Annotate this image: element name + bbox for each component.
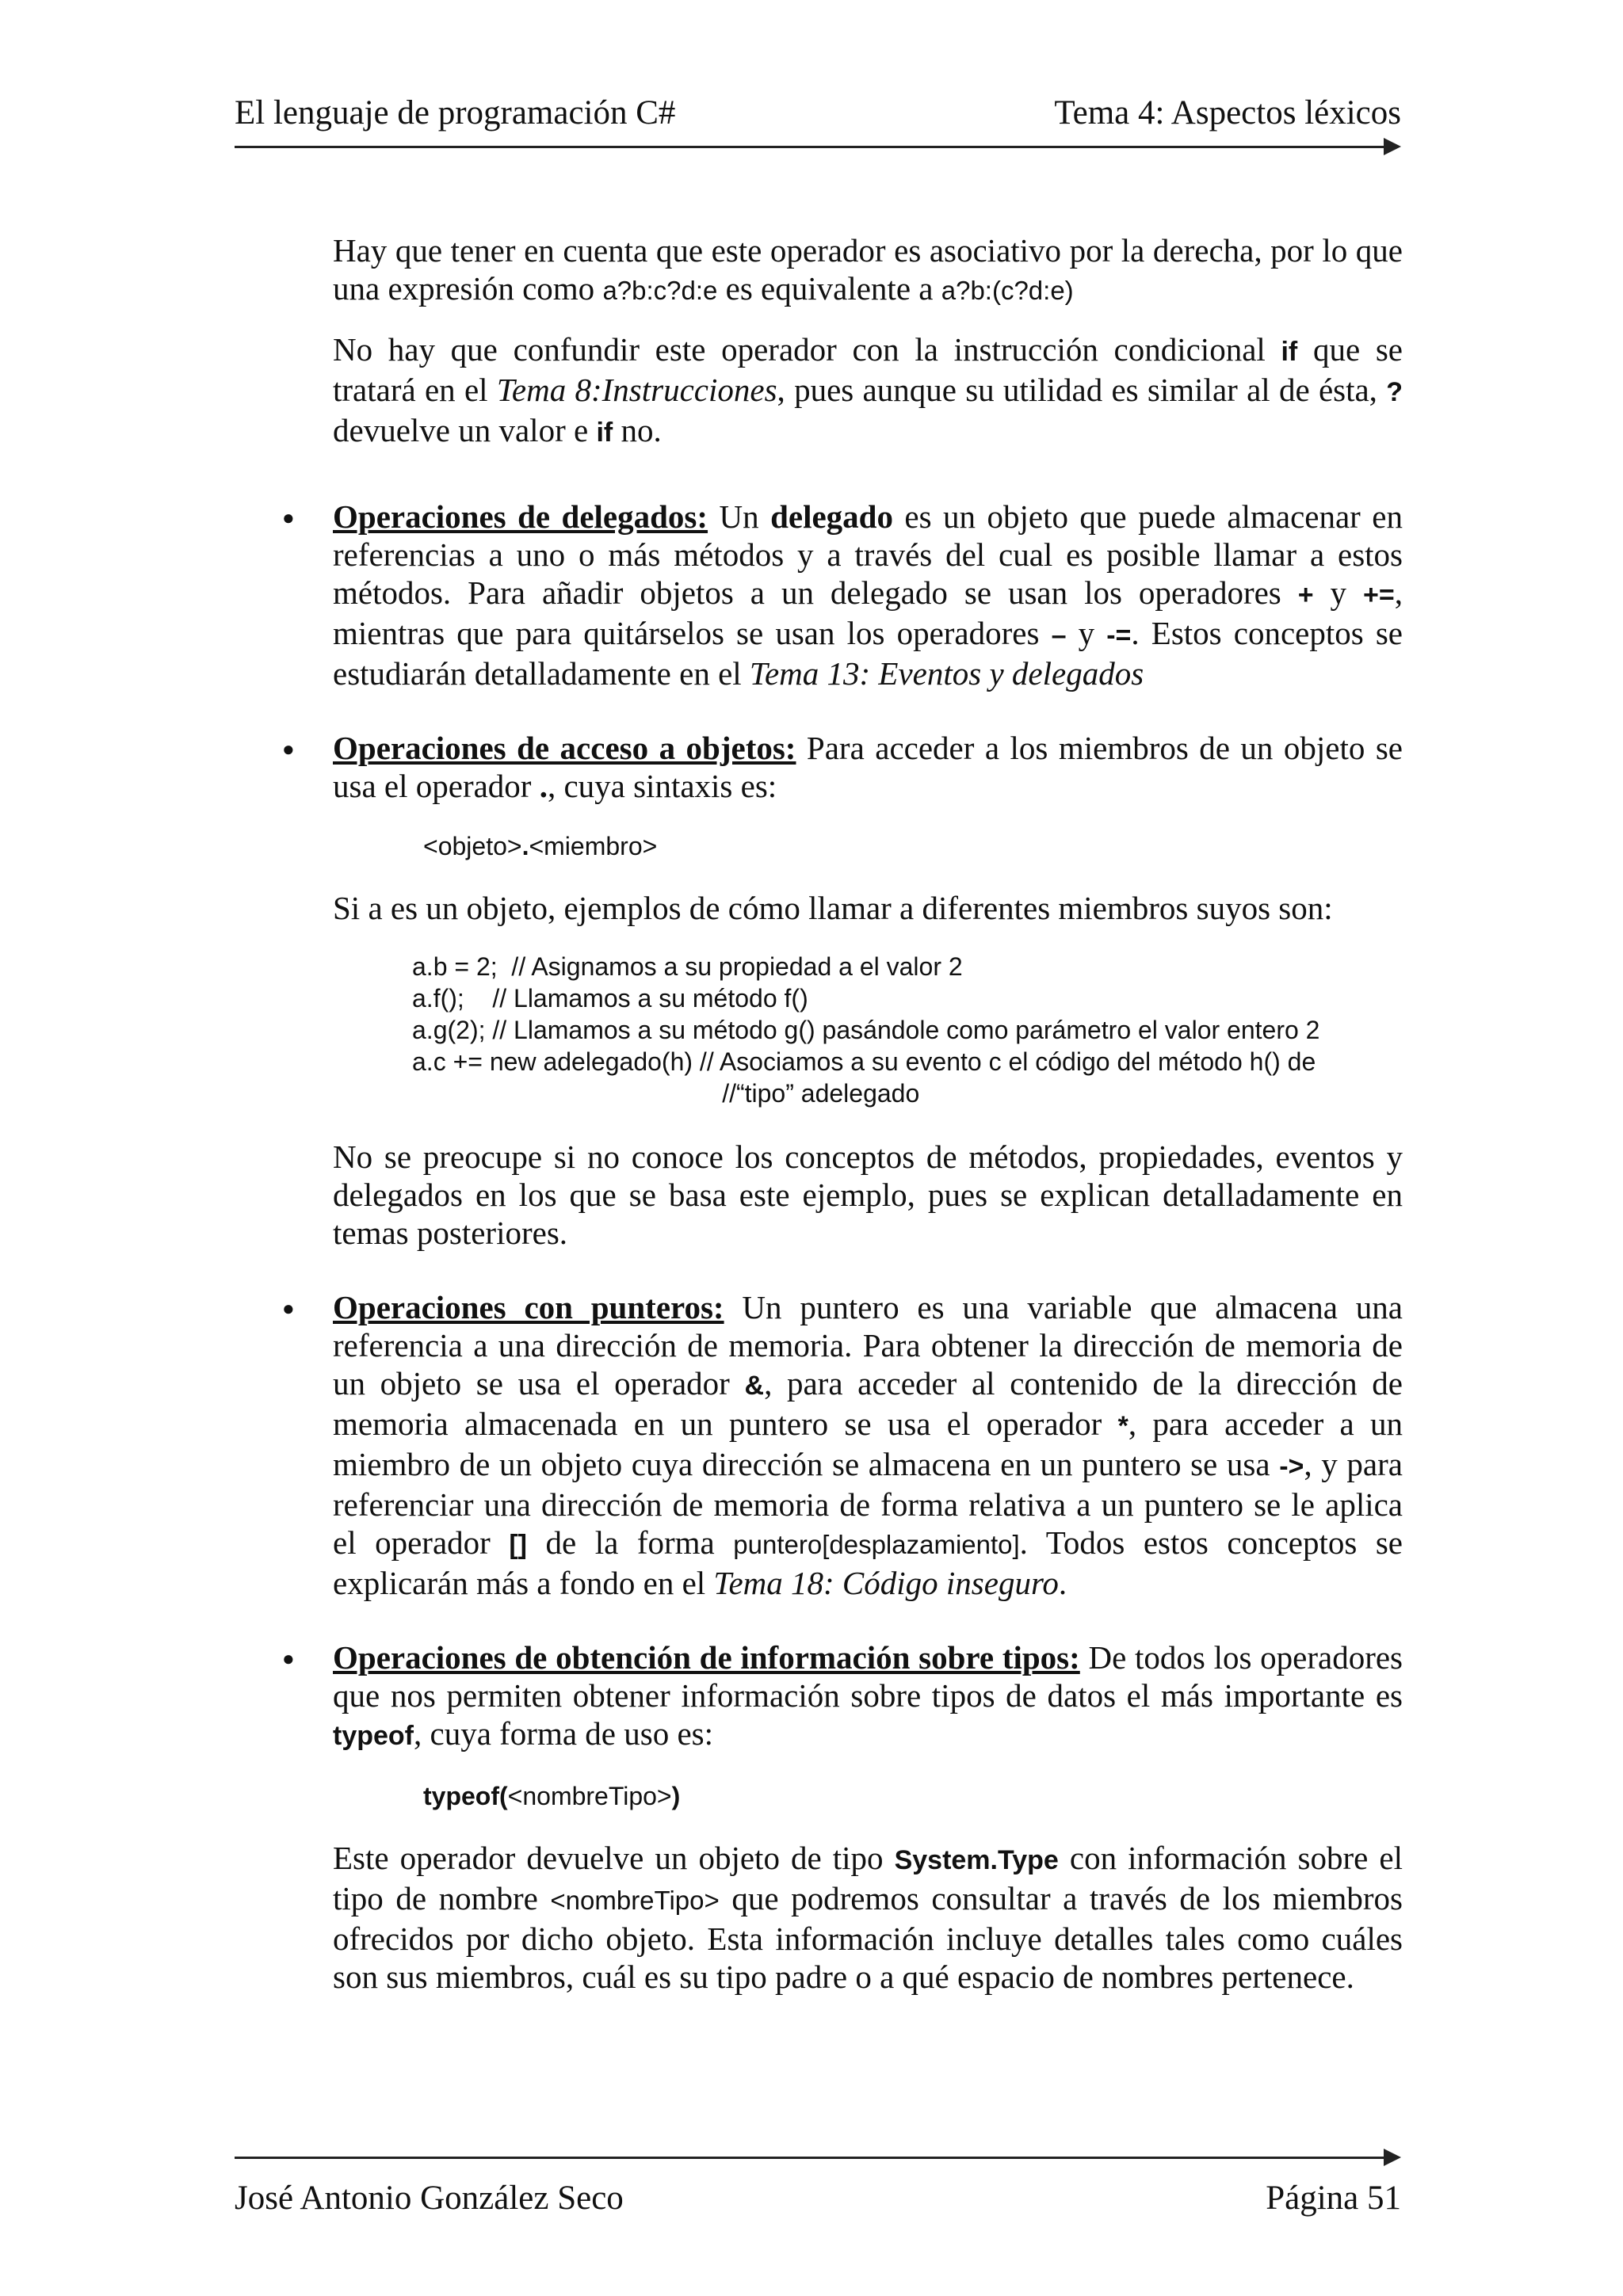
chapter-reference: Tema 18: Código inseguro (713, 1565, 1059, 1601)
paragraph-typeof-description: Este operador devuelve un objeto de tipo System.Type con información sobre el tipo de nombre <nombreTipo> que podremos consultar a través de los miembros ofrecidos por dicho objeto. Esta información incluye detalles tales como cuáles son sus miembros, cuál es su tipo padre o a qué espacio de nombres pertenece. (333, 1840, 1403, 1995)
section-title-punteros: Operaciones con punteros: (333, 1289, 724, 1325)
footer-rule-arrow (235, 2157, 1385, 2159)
paragraph-associativity: Hay que tener en cuenta que este operador es asociativo por la derecha, por lo que una expresión como a?b:c?d:e es equivalente a a?b:(c?d:e) (333, 232, 1403, 307)
operator-question: ? (1386, 377, 1403, 407)
paragraph-if-note: No hay que confundir este operador con la instrucción condicional if que se tratará en el Tema 8:Instrucciones, pues aunque su utilidad es similar al de ésta, ? devuelve un valor e if no. (333, 331, 1403, 448)
footer-author: José Antonio González Seco (235, 2180, 624, 2217)
page-body (333, 231, 1403, 2032)
section-title-delegados: Operaciones de delegados: (333, 498, 708, 535)
syntax-typeof: typeof(<nombreTipo>) (423, 1782, 681, 1810)
header-chapter-title: Tema 4: Aspectos léxicos (1054, 94, 1401, 132)
page-header (235, 93, 1401, 141)
footer-page-number: Página 51 (1266, 2180, 1401, 2217)
type-system-type: System.Type (894, 1845, 1059, 1875)
code-line: a.b = 2; // Asignamos a su propiedad a el valor 2 (412, 952, 963, 981)
code-line: a.c += new adelegado(h) // Asociamos a su evento c el código del método h() de (412, 1047, 1316, 1076)
keyword-if-2: if (596, 418, 613, 448)
syntax-member-access: <objeto>.<miembro> (423, 832, 658, 860)
code-line: a.f(); // Llamamos a su método f() (412, 984, 808, 1013)
paragraph-concepts-note: No se preocupe si no conoce los conceptos de métodos, propiedades, eventos y delegados en los que se basa este ejemplo, pues se explican detalladamente en temas posteriores. (333, 1138, 1403, 1251)
operator-dot: . (539, 768, 548, 804)
page-footer (235, 2179, 1401, 2218)
code-examples (412, 951, 1403, 1109)
code-pointer-form: puntero[desplazamiento] (733, 1530, 1020, 1559)
header-book-title: El lenguaje de programación C# (235, 94, 676, 132)
section-title-acceso: Operaciones de acceso a objetos: (333, 730, 796, 766)
list-item-tipos: ● Operaciones de obtención de información sobre tipos: De todos los operadores que nos permiten obtener información sobre tipos de datos el más importante es typeof, cuya forma de uso es: typeof(<nombreTipo>) Este operador devuelve un objeto de tipo System.Type con información sobre el tipo de nombre <nombreTipo> que podremos consultar a través de los miembros ofrecidos por dicho objeto. Esta información incluye detalles tales como cuáles son sus miembros, cuál es su tipo padre o a qué espacio de nombres pertenece. (333, 1638, 1403, 1996)
chapter-reference: Tema 8:Instrucciones (496, 372, 777, 408)
chapter-reference: Tema 13: Eventos y delegados (749, 655, 1144, 692)
list-item-acceso: ● Operaciones de acceso a objetos: Para acceder a los miembros de un objeto se usa el operador ., cuya sintaxis es: <objeto>.<miembro> Si a es un objeto, ejemplos de cómo llamar a diferentes miembros suyos son: a.b = 2; // Asignamos a su propiedad a el valor 2 a.f(); // Llamamos a su método f() a.g(2); // Llamamos a su método g() pasándole como parámetro el valor entero 2 a.c += new adelegado(h) // Asociamos a su evento c el código del método h() de //“tipo” adelegado No se preocupe si no conoce los conceptos de métodos, propiedades, eventos y delegados en los que se basa este ejemplo, pues se explican detalladamente en temas posteriores. (333, 729, 1403, 1252)
header-rule-arrow (235, 146, 1385, 148)
keyword-if: if (1281, 337, 1298, 367)
list-item-punteros: ● Operaciones con punteros: Un puntero es una variable que almacena una referencia a una dirección de memoria. Para obtener la dirección de memoria de un objeto se usa el operador &, para acceder al contenido de la dirección de memoria almacenada en un puntero se usa el operador *, para acceder a un miembro de un objeto cuya dirección se almacena en un puntero se usa ->, y para referenciar una dirección de memoria de forma relativa a un puntero se le aplica el operador [] de la forma puntero[desplazamiento]. Todos estos conceptos se explicarán más a fondo en el Tema 18: Código inseguro. (333, 1288, 1403, 1602)
code-line: a.g(2); // Llamamos a su método g() pasándole como parámetro el valor entero 2 (412, 1016, 1320, 1044)
code-expression-equivalent: a?b:(c?d:e) (941, 276, 1074, 305)
keyword-typeof: typeof (333, 1721, 414, 1751)
code-expression: a?b:c?d:e (602, 276, 718, 305)
code-line: //“tipo” adelegado (412, 1079, 920, 1108)
list-item-delegados: ● Operaciones de delegados: Un delegado es un objeto que puede almacenar en referencias a uno o más métodos y a través del cual es posible llamar a estos métodos. Para añadir objetos a un delegado se usan los operadores + y +=, mientras que para quitárselos se usan los operadores – y -=. Estos conceptos se estudiarán detalladamente en el Tema 13: Eventos y delegados (333, 498, 1403, 692)
operations-list (333, 498, 1403, 1996)
paragraph-examples-intro: Si a es un objeto, ejemplos de cómo llamar a diferentes miembros suyos son: (333, 890, 1333, 926)
section-title-tipos: Operaciones de obtención de información sobre tipos: (333, 1639, 1080, 1676)
